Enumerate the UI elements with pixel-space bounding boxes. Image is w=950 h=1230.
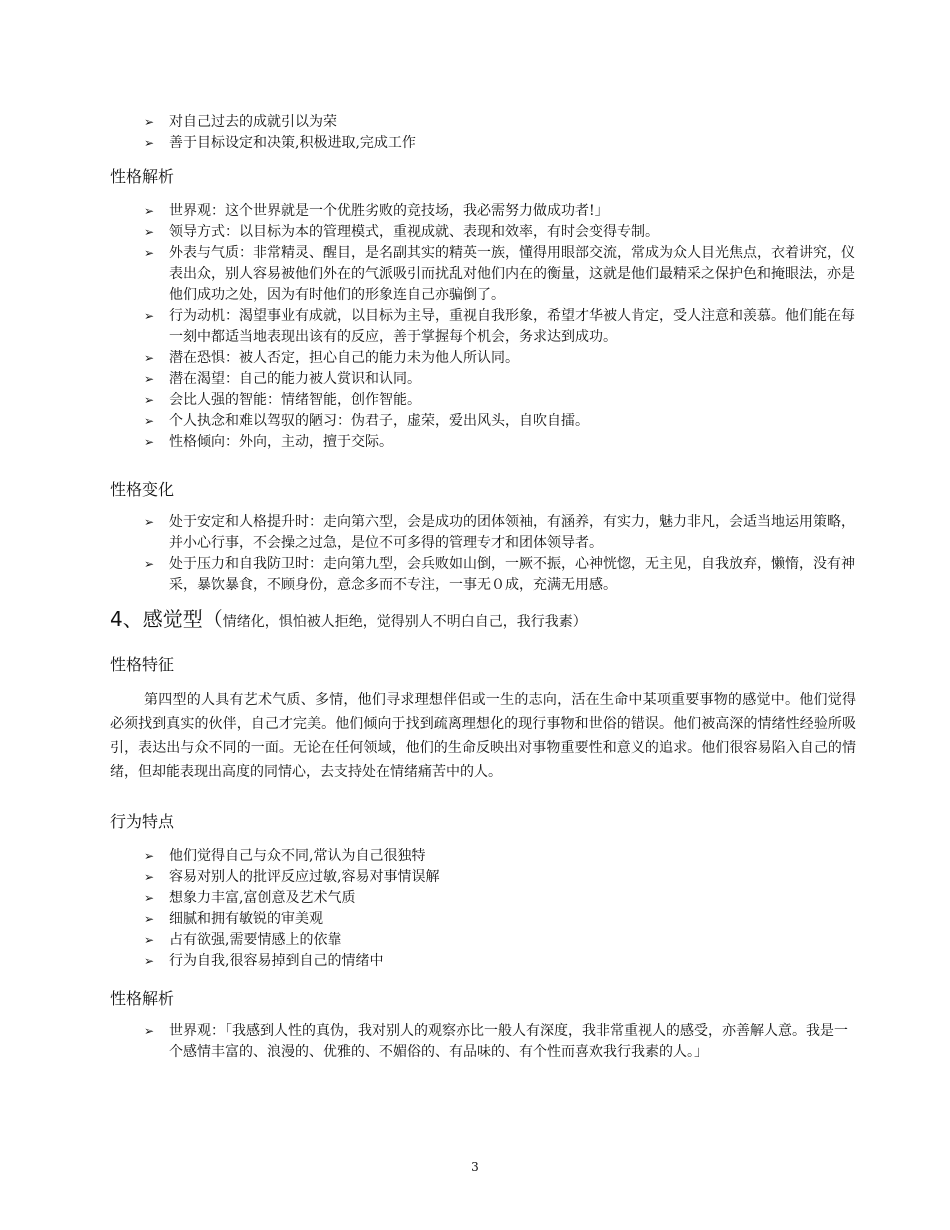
arrow-bullet-icon: ➢ [144, 351, 155, 365]
arrow-bullet-icon: ➢ [144, 912, 155, 926]
list-item: ➢ 对自己过去的成就引以为荣 [141, 112, 856, 133]
personality-change-list [141, 512, 856, 596]
arrow-bullet-icon: ➢ [144, 372, 155, 386]
list-item: ➢ 处于压力和自我防卫时：走向第九型，会兵败如山倒，一厥不振，心神恍惚，无主见，自我放弃，懒惰，没有神采，暴饮暴食，不顾身份，意念多而不专注，一事无０成，充满无用感。 [144, 556, 855, 593]
arrow-bullet-icon: ➢ [144, 557, 155, 571]
arrow-bullet-icon: ➢ [144, 1024, 155, 1038]
arrow-bullet-icon: ➢ [144, 225, 155, 239]
list-item: ➢ 细腻和拥有敏锐的审美观 [141, 909, 856, 930]
section-heading: 行为特点 [110, 812, 175, 831]
arrow-bullet-icon: ➢ [144, 393, 155, 407]
arrow-bullet-icon: ➢ [144, 954, 155, 968]
list-item: ➢ 领导方式：以目标为本的管理模式，重视成就、表现和效率，有时会变得专制。 [141, 222, 856, 243]
arrow-bullet-icon: ➢ [144, 515, 155, 529]
list-item: ➢ 会比人强的智能：情绪智能，创作智能。 [141, 390, 856, 411]
worldview-list [141, 1021, 856, 1063]
page-number: 3 [471, 1160, 479, 1174]
list-item: ➢ 性格倾向：外向，主动，擅于交际。 [141, 432, 856, 453]
section-heading: 性格解析 [110, 989, 175, 1008]
list-item: ➢ 占有欲强,需要情感上的依靠 [141, 930, 856, 951]
arrow-bullet-icon: ➢ [144, 136, 155, 150]
arrow-bullet-icon: ➢ [144, 849, 155, 863]
section-heading: 性格解析 [110, 167, 175, 186]
arrow-bullet-icon: ➢ [144, 309, 155, 323]
arrow-bullet-icon: ➢ [144, 891, 155, 905]
list-item: ➢ 个人执念和难以驾驭的陋习：伪君子，虚荣，爱出风头，自吹自擂。 [141, 411, 856, 432]
list-item: ➢ 善于目标设定和决策,积极进取,完成工作 [141, 133, 856, 154]
behavior-list [141, 846, 856, 972]
arrow-bullet-icon: ➢ [144, 115, 155, 129]
arrow-bullet-icon: ➢ [144, 414, 155, 428]
list-item: ➢ 他们觉得自己与众不同,常认为自己很独特 [141, 846, 856, 867]
list-item: ➢ 外表与气质：非常精灵、醒目，是名副其实的精英一族，懂得用眼部交流，常成为众人目光焦点，衣着讲究，仪表出众，别人容易被他们外在的气派吸引而扰乱对他们内在的衡量，这就是他们最精采之保护色和掩眼法，亦是他们成功之处，因为有时他们的形象连自己亦骗倒了。 [144, 245, 855, 303]
list-item: ➢ 行为自我,很容易掉到自己的情绪中 [141, 951, 856, 972]
arrow-bullet-icon: ➢ [144, 246, 155, 260]
list-item: ➢ 世界观：「我感到人性的真伪，我对别人的观察亦比一般人有深度，我非常重视人的感受，亦善解人意。我是一个感情丰富的、浪漫的、优雅的、不媚俗的、有品味的、有个性而喜欢我行我素的人。」 [144, 1023, 848, 1060]
list-item: ➢ 想象力丰富,富创意及艺术气质 [141, 888, 856, 909]
paragraph: 第四型的人具有艺术气质、多情，他们寻求理想伴侣或一生的志向，活在生命中某项重要事物的感觉中。他们觉得必须找到真实的伙伴，自己才完美。他们倾向于找到疏离理想化的现行事物和世俗的错误。他们被高深的情绪性经验所吸引，表达出与众不同的一面。无论在任何领域，他们的生命反映出对事物重要性和意义的追求。他们很容易陷入自己的情绪，但却能表现出高度的同情心，去支持处在情绪痛苦中的人。 [110, 692, 856, 780]
section-heading: 性格特征 [110, 655, 175, 674]
section-heading: 性格变化 [110, 480, 175, 499]
chapter-title: 4、感觉型（情绪化，惧怕被人拒绝，觉得别人不明白自己，我行我素） [110, 607, 587, 631]
top-bullet-list [141, 112, 856, 154]
list-item: ➢ 处于安定和人格提升时：走向第六型，会是成功的团体领袖，有涵养，有实力，魅力非凡，会适当地运用策略，并小心行事，不会操之过急，是位不可多得的管理专才和团体领导者。 [144, 514, 855, 551]
arrow-bullet-icon: ➢ [144, 933, 155, 947]
list-item: ➢ 潜在恐惧：被人否定，担心自己的能力未为他人所认同。 [141, 348, 856, 369]
list-item: ➢ 潜在渴望：自己的能力被人赏识和认同。 [141, 369, 856, 390]
arrow-bullet-icon: ➢ [144, 204, 155, 218]
list-item: ➢ 容易对别人的批评反应过敏,容易对事情误解 [141, 867, 856, 888]
list-item: ➢ 世界观：这个世界就是一个优胜劣败的竞技场，我必需努力做成功者!」 [141, 201, 856, 222]
arrow-bullet-icon: ➢ [144, 435, 155, 449]
list-item: ➢ 行为动机：渴望事业有成就，以目标为主导，重视自我形象，希望才华被人肯定，受人注意和羡慕。他们能在每一刻中都适当地表现出该有的反应，善于掌握每个机会，务求达到成功。 [144, 308, 855, 345]
arrow-bullet-icon: ➢ [144, 870, 155, 884]
personality-analysis-list [141, 201, 856, 453]
